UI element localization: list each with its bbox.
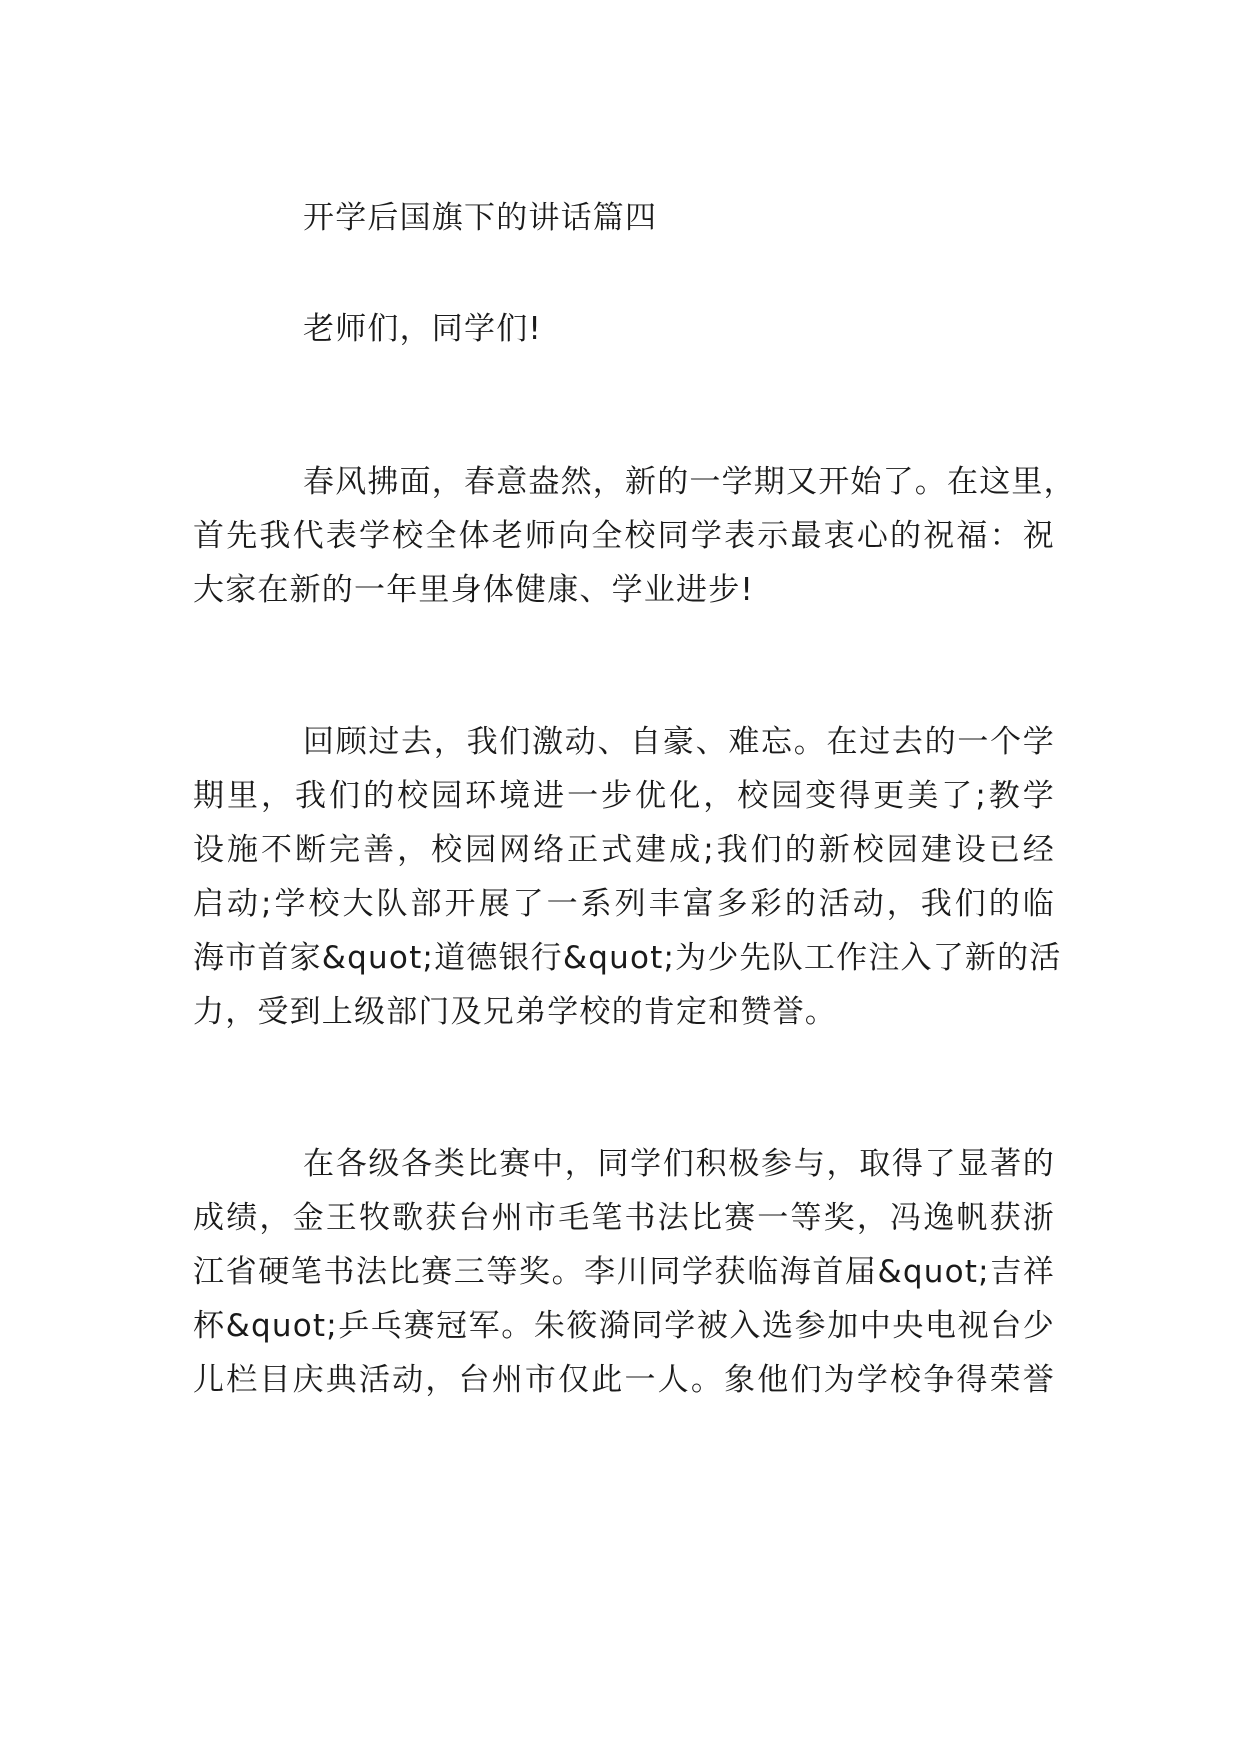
paragraph-2-line-2: 期里，我们的校园环境进一步优化，校园变得更美了;教学 — [193, 778, 1055, 814]
paragraph-1-line-1: 春风拂面，春意盎然，新的一学期又开始了。在这里， — [303, 464, 1076, 500]
paragraph-2-line-1: 回顾过去，我们激动、自豪、难忘。在过去的一个学 — [303, 724, 1055, 760]
paragraph-3-line-5: 儿栏目庆典活动，台州市仅此一人。象他们为学校争得荣誉 — [193, 1362, 1055, 1398]
paragraph-3-line-4: 杯&quot;乒乓赛冠军。朱筱漪同学被入选参加中央电视台少 — [193, 1308, 1055, 1344]
greeting: 老师们，同学们! — [303, 311, 543, 347]
paragraph-3-line-1: 在各级各类比赛中，同学们积极参与，取得了显著的 — [303, 1146, 1055, 1182]
paragraph-3-line-3: 江省硬笔书法比赛三等奖。李川同学获临海首届&quot;吉祥 — [193, 1254, 1055, 1290]
paragraph-2-line-3: 设施不断完善，校园网络正式建成;我们的新校园建设已经 — [193, 832, 1055, 868]
paragraph-3-line-2: 成绩，金王牧歌获台州市毛笔书法比赛一等奖，冯逸帆获浙 — [193, 1200, 1055, 1236]
paragraph-1-line-3: 大家在新的一年里身体健康、学业进步! — [193, 572, 755, 608]
paragraph-2-line-4: 启动;学校大队部开展了一系列丰富多彩的活动，我们的临 — [193, 886, 1055, 922]
document-title: 开学后国旗下的讲话篇四 — [303, 200, 658, 236]
paragraph-2-line-6: 力，受到上级部门及兄弟学校的肯定和赞誉。 — [193, 994, 837, 1030]
paragraph-1-line-2: 首先我代表学校全体老师向全校同学表示最衷心的祝福：祝 — [193, 518, 1055, 554]
paragraph-2-line-5: 海市首家&quot;道德银行&quot;为少先队工作注入了新的活 — [193, 940, 1062, 976]
